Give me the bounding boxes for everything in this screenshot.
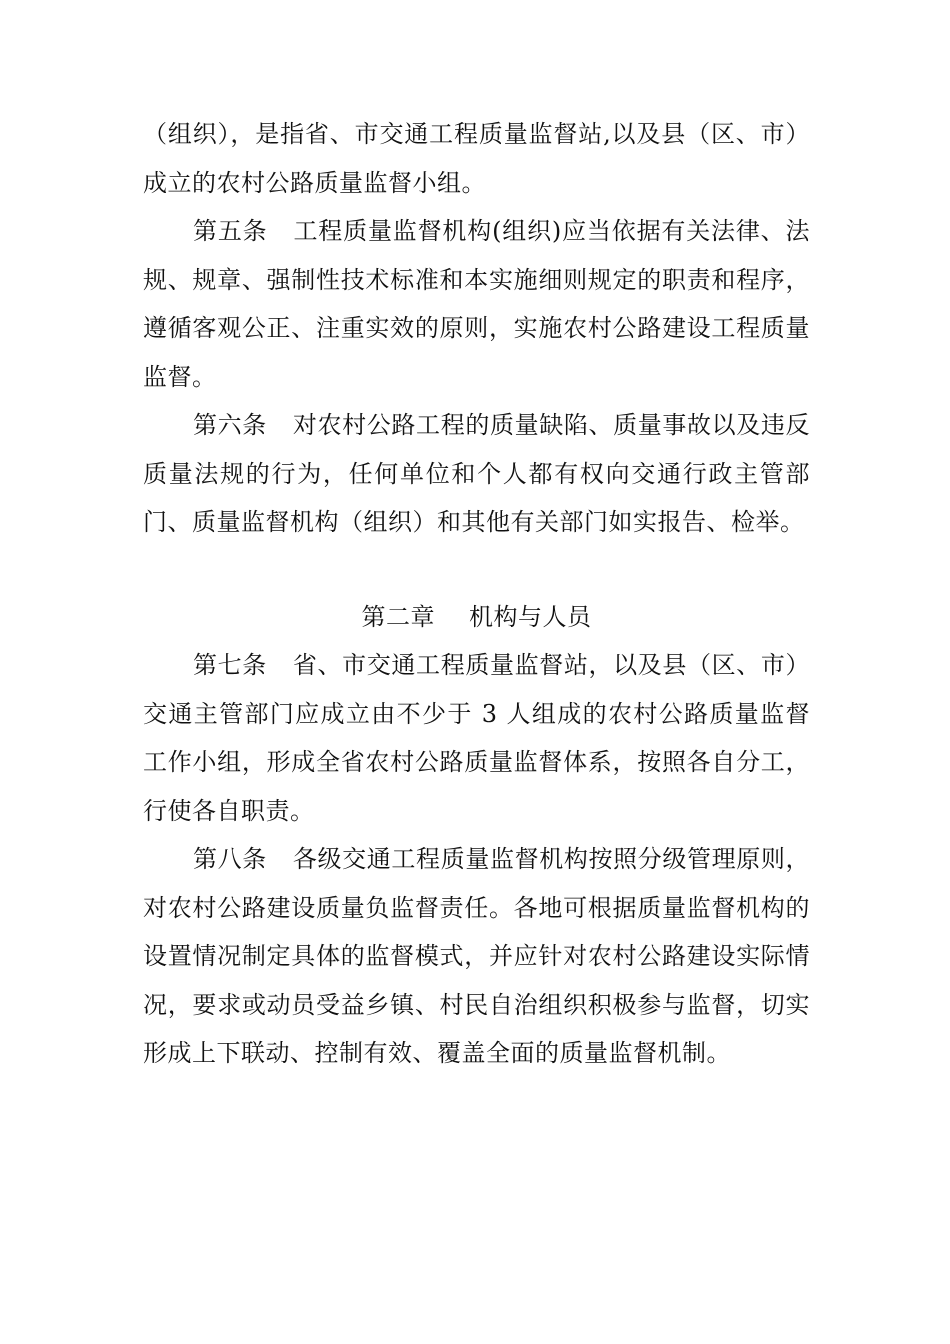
document-page — [143, 110, 810, 1078]
article-5-text: 工程质量监督机构(组织)应当依据有关法律、法规、规章、强制性技术标准和本实施细则规定的职责和程序，遵循客观公正、注重实效的原则，实施农村公路建设工程质量监督。 — [143, 217, 811, 391]
article-8-number: 第八条 — [193, 845, 267, 873]
article-6 — [143, 401, 810, 547]
article-6-number: 第六条 — [193, 411, 267, 439]
article-5-number: 第五条 — [193, 217, 268, 245]
intro-paragraph: （组织），是指省、市交通工程质量监督站,以及县（区、市）成立的农村公路质量监督小组。 — [143, 120, 810, 197]
article-7-text: 省、市交通工程质量监督站，以及县（区、市）交通主管部门应成立由不少于 3 人组成的农村公路质量监督工作小组，形成全省农村公路质量监督体系，按照各自分工，行使各自职责。 — [143, 651, 811, 825]
article-7 — [143, 641, 810, 835]
article-5 — [143, 207, 810, 401]
section-spacer — [143, 547, 810, 593]
chapter-number: 第二章 — [361, 602, 435, 631]
article-6-text: 对农村公路工程的质量缺陷、质量事故以及违反质量法规的行为，任何单位和个人都有权向交通行政主管部门、质量监督机构（组织）和其他有关部门如实报告、检举。 — [143, 411, 811, 536]
chapter-title: 机构与人员 — [469, 602, 592, 631]
chapter-heading — [143, 593, 810, 642]
article-8 — [143, 835, 810, 1078]
article-7-number: 第七条 — [193, 651, 267, 679]
article-8-text: 各级交通工程质量监督机构按照分级管理原则，对农村公路建设质量负监督责任。各地可根据质量监督机构的设置情况制定具体的监督模式，并应针对农村公路建设实际情况，要求或动员受益乡镇、村民自治组织积极参与监督，切实形成上下联动、控制有效、覆盖全面的质量监督机制。 — [143, 845, 811, 1067]
